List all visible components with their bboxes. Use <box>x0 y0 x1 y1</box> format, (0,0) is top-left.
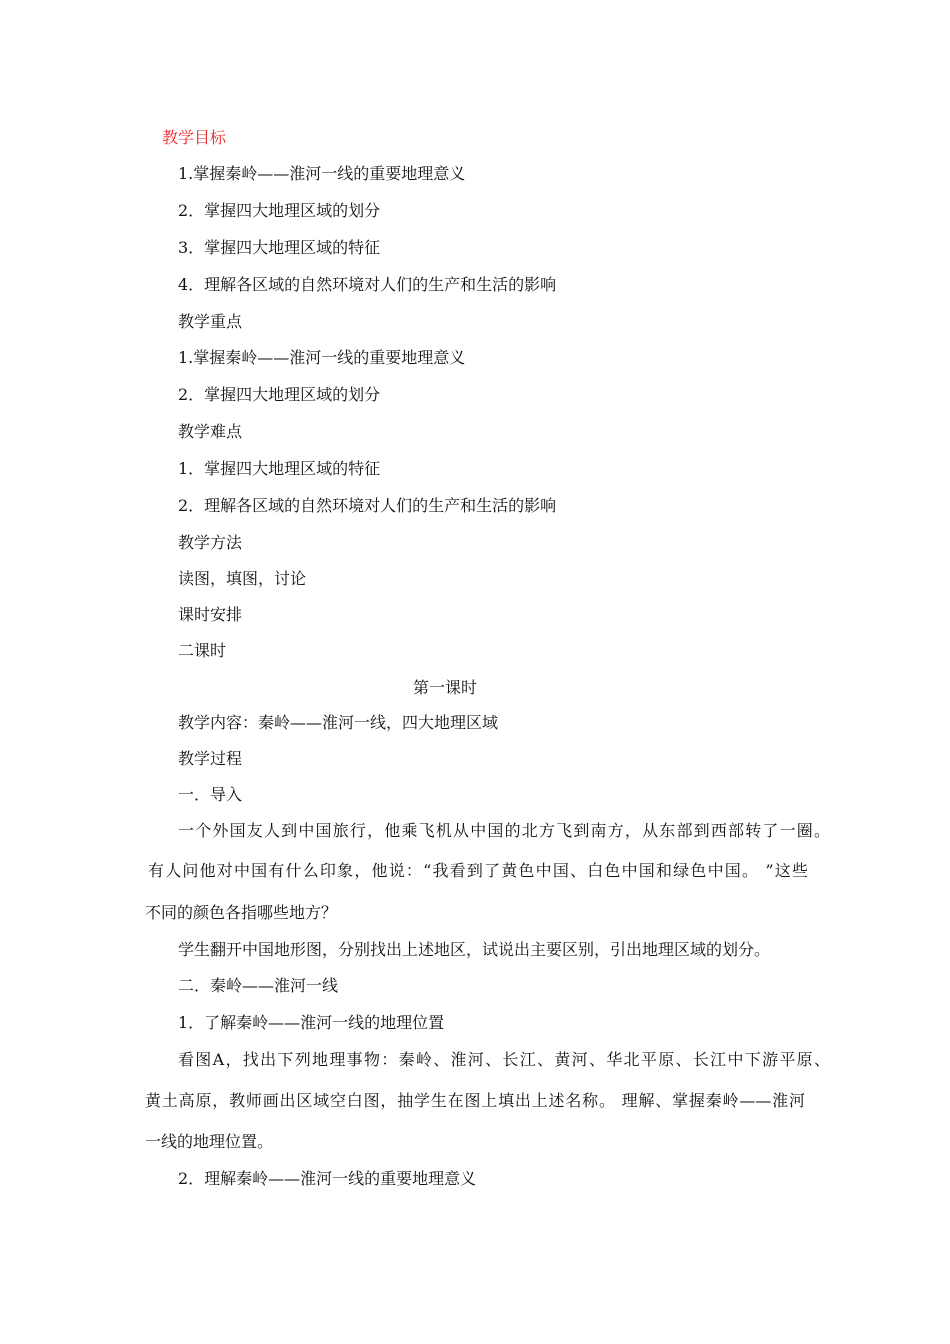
difficult-point-item: 2．理解各区域的自然环境对人们的生产和生活的影响 <box>178 496 557 515</box>
goal-item: 3．掌握四大地理区域的特征 <box>178 238 381 257</box>
difficult-point-item: 1．掌握四大地理区域的特征 <box>178 459 381 478</box>
subsection-heading: 2．理解秦岭——淮河一线的重要地理意义 <box>178 1169 477 1188</box>
heading-difficult-points: 教学难点 <box>178 422 243 441</box>
paragraph-line: 一个外国友人到中国旅行，他乘飞机从中国的北方飞到南方，从东部到西部转了一圈。 <box>178 821 830 840</box>
goal-item: 2．掌握四大地理区域的划分 <box>178 201 381 220</box>
paragraph-line: 黄土高原，教师画出区域空白图，抽学生在图上填出上述名称。 理解、掌握秦岭——淮河 <box>145 1091 805 1110</box>
section-heading-qinling-huaihe: 二．秦岭——淮河一线 <box>178 976 339 995</box>
goal-item: 4．理解各区域的自然环境对人们的生产和生活的影响 <box>178 275 557 294</box>
key-point-item: 2．掌握四大地理区域的划分 <box>178 385 381 404</box>
teaching-method-text: 读图，填图，讨论 <box>178 569 307 588</box>
paragraph-line: 一线的地理位置。 <box>145 1132 274 1151</box>
subsection-heading: 1．了解秦岭——淮河一线的地理位置 <box>178 1013 445 1032</box>
section-heading-intro: 一．导入 <box>178 785 243 804</box>
heading-key-points: 教学重点 <box>178 312 243 331</box>
heading-teaching-method: 教学方法 <box>178 533 243 552</box>
teaching-content: 教学内容：秦岭——淮河一线，四大地理区域 <box>178 713 499 732</box>
goal-item: 1.掌握秦岭——淮河一线的重要地理意义 <box>178 164 466 183</box>
paragraph-line: 学生翻开中国地形图，分别找出上述地区，试说出主要区别，引出地理区域的划分。 <box>178 940 771 959</box>
heading-schedule: 课时安排 <box>178 605 243 624</box>
schedule-text: 二课时 <box>178 641 227 660</box>
lesson-title: 第一课时 <box>412 678 477 697</box>
paragraph-line: 有人问他对中国有什么印象，他说：“我看到了黄色中国、白色中国和绿色中国。 ”这些 <box>148 861 808 880</box>
heading-teaching-goals: 教学目标 <box>162 128 227 147</box>
paragraph-line: 看图A，找出下列地理事物：秦岭、淮河、长江、黄河、华北平原、长江中下游平原、 <box>178 1050 830 1069</box>
key-point-item: 1.掌握秦岭——淮河一线的重要地理意义 <box>178 348 466 367</box>
paragraph-line: 不同的颜色各指哪些地方？ <box>145 903 338 922</box>
heading-teaching-process: 教学过程 <box>178 749 243 768</box>
